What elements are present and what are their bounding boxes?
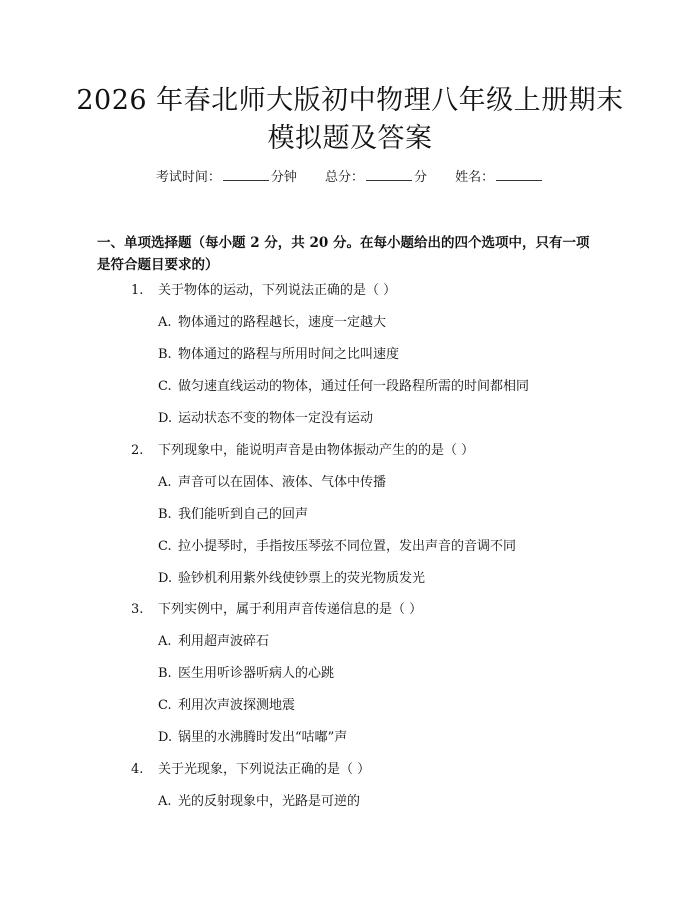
option-text: 做匀速直线运动的物体，通过任何一段路程所需的时间都相同 [178, 379, 530, 394]
page-title [60, 82, 640, 158]
option-letter: D. [158, 411, 173, 426]
title-line-2: 模拟题及答案 [267, 123, 433, 154]
question-2-option-a [158, 474, 386, 492]
exam-time-field [156, 168, 297, 187]
question-3-option-d [158, 729, 347, 747]
option-text: 声音可以在固体、液体、气体中传播 [178, 475, 387, 490]
question-number: 1. [131, 283, 144, 298]
score-label: 总分： [324, 170, 364, 185]
option-letter: C. [158, 379, 172, 394]
question-3-option-a [158, 633, 269, 651]
option-text: 利用超声波碎石 [178, 634, 270, 649]
question-text: 下列现象中，能说明声音是由物体振动产生的的是（ ） [158, 443, 475, 458]
option-letter: A. [158, 634, 172, 649]
total-score-field [325, 168, 427, 187]
question-number: 2. [131, 443, 144, 458]
section-heading-line-1: 一、单项选择题（每小题 2 分，共 20 分。在每小题给出的四个选项中，只有一项 [97, 235, 590, 251]
option-text: 光的反射现象中，光路是可逆的 [178, 794, 361, 809]
option-text: 医生用听诊器听病人的心跳 [178, 666, 335, 681]
option-letter: B. [158, 507, 172, 522]
exam-meta [0, 168, 700, 187]
question-4-option-a [158, 793, 360, 811]
question-2 [131, 442, 474, 460]
time-blank[interactable] [223, 168, 269, 181]
question-1-option-d [158, 410, 373, 428]
score-unit: 分 [414, 170, 428, 185]
question-text: 关于光现象，下列说法正确的是（ ） [158, 762, 371, 777]
option-letter: D. [158, 571, 173, 586]
option-letter: C. [158, 698, 172, 713]
student-name-field [455, 168, 544, 187]
question-text: 下列实例中，属于利用声音传递信息的是（ ） [158, 602, 423, 617]
option-text: 利用次声波探测地震 [178, 698, 296, 713]
score-blank[interactable] [366, 168, 412, 181]
question-4 [131, 761, 370, 779]
time-label: 考试时间： [155, 170, 221, 185]
option-letter: B. [158, 347, 172, 362]
option-letter: C. [158, 539, 172, 554]
question-1 [131, 282, 396, 300]
option-text: 拉小提琴时，手指按压琴弦不同位置，发出声音的音调不同 [178, 539, 517, 554]
option-letter: A. [158, 794, 172, 809]
question-2-option-c [158, 538, 516, 556]
question-1-option-c [158, 378, 529, 396]
question-2-option-b [158, 506, 308, 524]
option-text: 验钞机利用紫外线使钞票上的荧光物质发光 [178, 571, 426, 586]
section-heading [97, 232, 617, 276]
option-text: 运动状态不变的物体一定没有运动 [178, 411, 374, 426]
option-letter: D. [158, 730, 173, 745]
question-3-option-b [158, 665, 334, 683]
option-text: 我们能听到自己的回声 [178, 507, 309, 522]
question-1-option-a [158, 314, 386, 332]
time-unit: 分钟 [270, 170, 297, 185]
option-letter: B. [158, 666, 172, 681]
question-1-option-b [158, 346, 399, 364]
section-heading-line-2: 是符合题目要求的） [97, 257, 219, 273]
option-text: 物体通过的路程与所用时间之比叫速度 [178, 347, 400, 362]
name-label: 姓名： [455, 170, 495, 185]
question-3-option-c [158, 697, 295, 715]
option-text: 锅里的水沸腾时发出“咕嘟”声 [178, 730, 348, 745]
question-2-option-d [158, 570, 425, 588]
question-number: 3. [131, 602, 144, 617]
name-blank[interactable] [496, 168, 542, 181]
option-letter: A. [158, 475, 172, 490]
question-number: 4. [131, 762, 144, 777]
title-line-1: 2026 年春北师大版初中物理八年级上册期末 [76, 85, 624, 116]
question-3 [131, 601, 422, 619]
option-letter: A. [158, 315, 172, 330]
option-text: 物体通过的路程越长，速度一定越大 [178, 315, 387, 330]
question-text: 关于物体的运动，下列说法正确的是（ ） [158, 283, 397, 298]
